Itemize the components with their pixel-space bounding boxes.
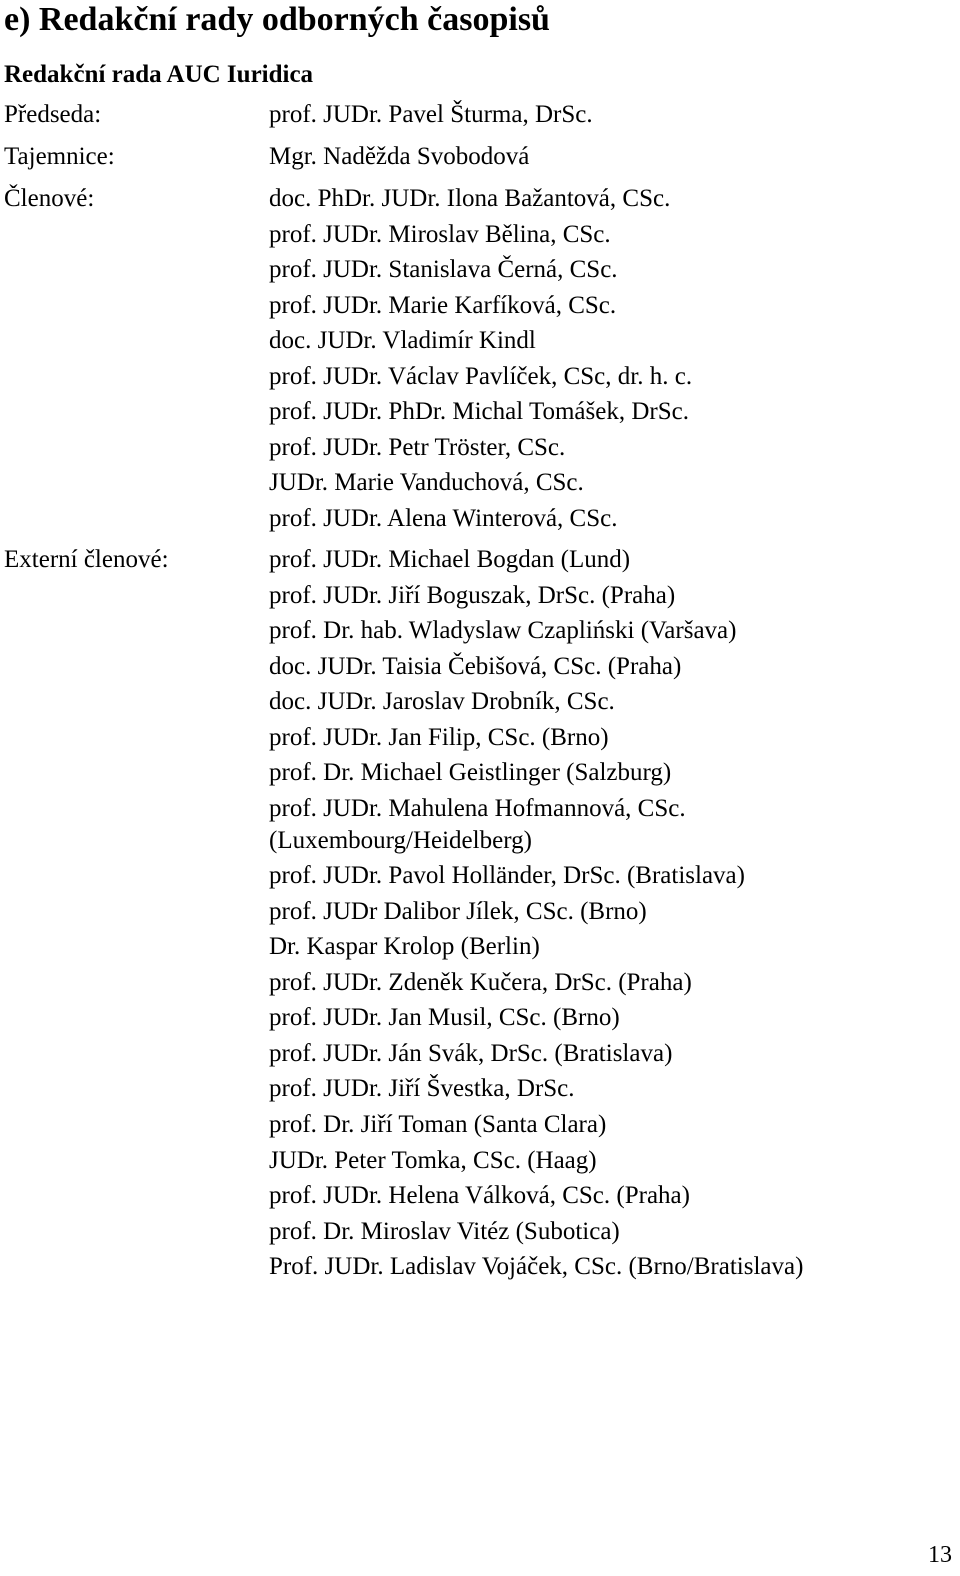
secretary-label: Tajemnice: (4, 143, 115, 170)
secretary-name: Mgr. Naděžda Svobodová (269, 143, 530, 170)
external-member-name: prof. JUDr. Ján Svák, DrSc. (Bratislava) (269, 1040, 673, 1067)
external-member-name: prof. JUDr. Zdeněk Kučera, DrSc. (Praha) (269, 969, 692, 996)
external-member-name: prof. Dr. Jiří Toman (Santa Clara) (269, 1111, 607, 1138)
external-member-name: prof. Dr. Miroslav Vitéz (Subotica) (269, 1218, 620, 1245)
external-members-label: Externí členové: (4, 546, 169, 573)
external-member-name: prof. JUDr. Jan Filip, CSc. (Brno) (269, 724, 609, 751)
board-title: Redakční rada AUC Iuridica (4, 61, 314, 88)
member-name: doc. JUDr. Vladimír Kindl (269, 327, 536, 354)
member-name: prof. JUDr. Petr Tröster, CSc. (269, 434, 566, 461)
page-number: 13 (928, 1542, 952, 1568)
external-member-name: prof. JUDr. Jiří Boguszak, DrSc. (Praha) (269, 582, 676, 609)
external-member-name: prof. Dr. hab. Wladyslaw Czapliński (Varšava) (269, 617, 737, 644)
external-member-name: prof. JUDr. Jiří Švestka, DrSc. (269, 1075, 575, 1102)
member-name: prof. JUDr. Alena Winterová, CSc. (269, 505, 618, 532)
chair-label: Předseda: (4, 101, 102, 128)
external-member-name: prof. JUDr. Helena Válková, CSc. (Praha) (269, 1182, 690, 1209)
external-member-name: Dr. Kaspar Krolop (Berlin) (269, 933, 540, 960)
external-member-name: prof. JUDr. Michael Bogdan (Lund) (269, 546, 631, 573)
member-name: prof. JUDr. Marie Karfíková, CSc. (269, 292, 617, 319)
external-member-name: prof. JUDr Dalibor Jílek, CSc. (Brno) (269, 898, 647, 925)
external-member-name: Prof. JUDr. Ladislav Vojáček, CSc. (Brno/Bratislava) (269, 1253, 804, 1280)
external-member-name: (Luxembourg/Heidelberg) (269, 827, 532, 854)
external-member-name: prof. JUDr. Mahulena Hofmannová, CSc. (269, 795, 686, 822)
section-heading: e) Redakční rady odborných časopisů (4, 1, 550, 38)
chair-name: prof. JUDr. Pavel Šturma, DrSc. (269, 101, 593, 128)
external-member-name: prof. Dr. Michael Geistlinger (Salzburg) (269, 759, 672, 786)
member-name: prof. JUDr. Miroslav Bělina, CSc. (269, 221, 611, 248)
member-name: prof. JUDr. Stanislava Černá, CSc. (269, 256, 618, 283)
member-name: doc. PhDr. JUDr. Ilona Bažantová, CSc. (269, 185, 671, 212)
member-name: JUDr. Marie Vanduchová, CSc. (269, 469, 584, 496)
external-member-name: doc. JUDr. Taisia Čebišová, CSc. (Praha) (269, 653, 682, 680)
member-name: prof. JUDr. Václav Pavlíček, CSc, dr. h. c. (269, 363, 693, 390)
members-label: Členové: (4, 185, 95, 212)
member-name: prof. JUDr. PhDr. Michal Tomášek, DrSc. (269, 398, 689, 425)
external-member-name: prof. JUDr. Jan Musil, CSc. (Brno) (269, 1004, 620, 1031)
external-member-name: JUDr. Peter Tomka, CSc. (Haag) (269, 1147, 597, 1174)
external-member-name: prof. JUDr. Pavol Holländer, DrSc. (Bratislava) (269, 862, 745, 889)
external-member-name: doc. JUDr. Jaroslav Drobník, CSc. (269, 688, 615, 715)
